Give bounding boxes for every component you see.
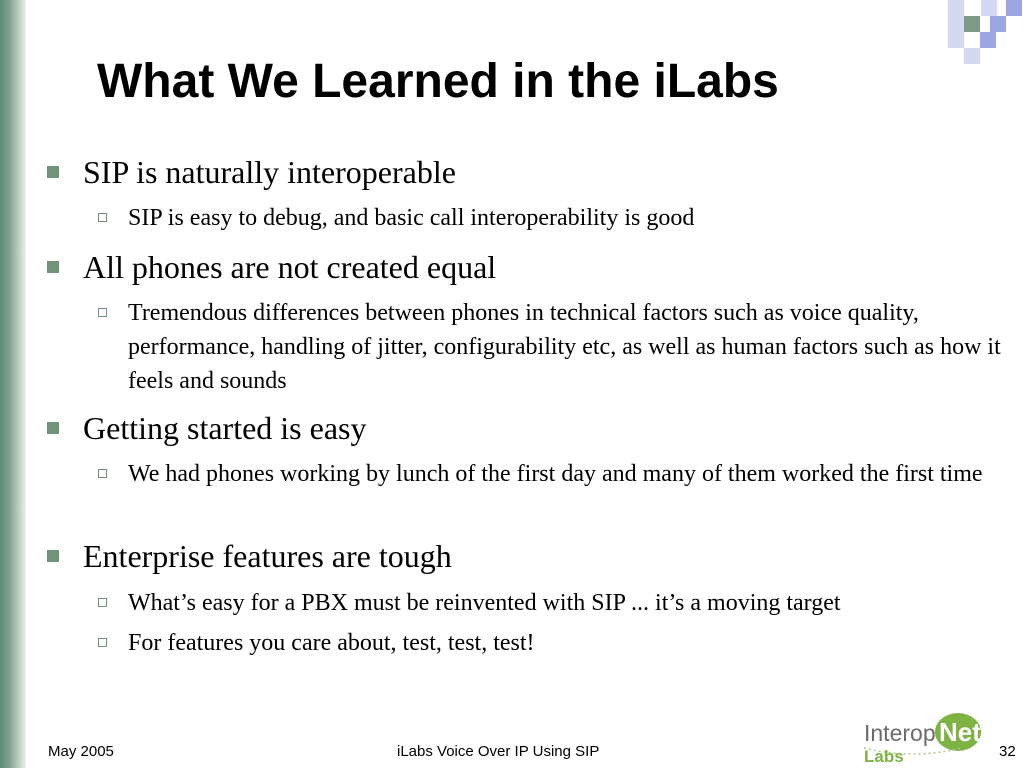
slide-title: What We Learned in the iLabs bbox=[97, 55, 779, 108]
bullet-item: Getting started is easy bbox=[83, 410, 367, 446]
logo-interop-text: Interop bbox=[864, 720, 936, 746]
interopnet-labs-logo bbox=[862, 708, 984, 768]
slide-number: 32 bbox=[999, 743, 1016, 760]
sub-bullet-marker bbox=[98, 213, 107, 222]
footer-date: May 2005 bbox=[48, 743, 114, 760]
sub-bullet-item: Tremendous differences between phones in technical factors such as voice quality, performance, handling of jitter, configurability etc, as well as human factors such as how it feels and sounds bbox=[128, 300, 1001, 394]
sub-bullet-marker bbox=[98, 638, 107, 647]
sub-bullet-marker bbox=[98, 308, 107, 317]
bullet-item: SIP is naturally interoperable bbox=[83, 154, 456, 190]
bullet-marker bbox=[47, 166, 59, 178]
sub-bullet-item: What’s easy for a PBX must be reinvented with SIP ... it’s a moving target bbox=[128, 590, 841, 616]
sub-bullet-item: SIP is easy to debug, and basic call interoperability is good bbox=[128, 205, 695, 231]
sub-bullet-marker bbox=[98, 598, 107, 607]
bullet-marker bbox=[47, 550, 59, 562]
sub-bullet-marker bbox=[98, 469, 107, 478]
sub-bullet-item: For features you care about, test, test, test! bbox=[128, 630, 535, 656]
bullet-marker bbox=[47, 261, 59, 273]
bullet-item: All phones are not created equal bbox=[83, 249, 497, 285]
bullet-item: Enterprise features are tough bbox=[83, 538, 452, 574]
footer-title: iLabs Voice Over IP Using SIP bbox=[397, 743, 600, 760]
left-accent-bar bbox=[0, 0, 26, 768]
bullet-marker bbox=[47, 422, 59, 434]
logo-labs-text: Labs bbox=[864, 747, 904, 766]
sub-bullet-item: We had phones working by lunch of the first day and many of them worked the first time bbox=[128, 461, 983, 487]
logo-net-text: Net bbox=[939, 717, 981, 747]
